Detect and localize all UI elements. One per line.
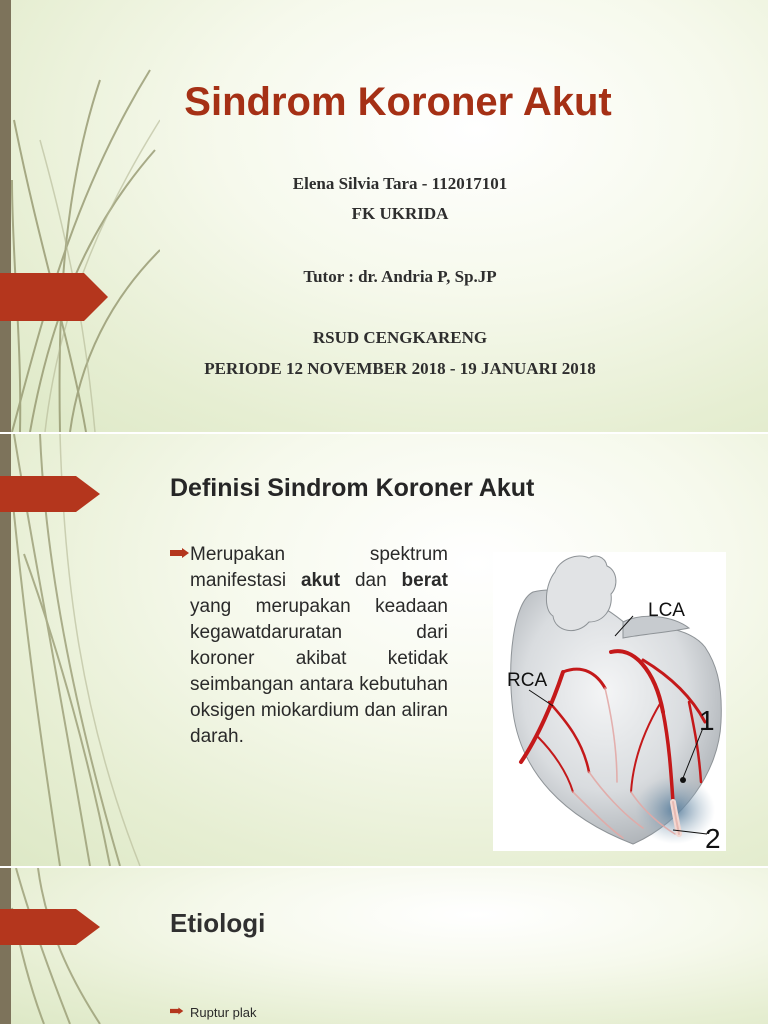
author-name: Elena Silvia Tara - 112017101 (292, 174, 508, 193)
heart-illustration (493, 552, 726, 851)
hospital: RSUD CENGKARENG (312, 328, 488, 347)
label-2: 2 (705, 823, 721, 851)
right-arrow-icon (170, 548, 190, 558)
slide-title: Sindrom Koroner Akut (184, 80, 612, 124)
etiology-bullet (170, 1004, 256, 1022)
definition-bullet (170, 542, 448, 750)
label-rca: RCA (507, 670, 548, 691)
text-segment: Merupakan spektrum manifestasi (190, 544, 448, 591)
bold-term-severe: berat (401, 570, 448, 591)
faculty: FK UKRIDA (351, 204, 449, 223)
definition-slide (0, 434, 768, 866)
section-heading: Definisi Sindrom Koroner Akut (170, 474, 535, 502)
label-lca: LCA (648, 600, 685, 621)
heart-coronary-figure (493, 552, 726, 851)
tutor: Tutor : dr. Andria P, Sp.JP (303, 267, 497, 286)
right-arrow-icon (170, 1007, 184, 1015)
label-1: 1 (699, 705, 715, 736)
section-heading: Etiologi (170, 908, 266, 938)
title-slide (0, 0, 768, 432)
text-segment: dan (340, 570, 402, 591)
etiology-item: Ruptur plak (190, 1005, 257, 1020)
grass-decoration (0, 868, 140, 1024)
bold-term-acute: akut (300, 570, 341, 591)
etiology-slide (0, 868, 768, 1024)
period: PERIODE 12 NOVEMBER 2018 - 19 JANUARI 2018 (204, 359, 596, 378)
text-segment: yang merupakan keadaan kegawatdaruratan dari koroner akibat ketidak seimbangan antara kebutuhan oksigen miokardium dan aliran darah. (190, 596, 448, 747)
definition-text (190, 542, 448, 750)
